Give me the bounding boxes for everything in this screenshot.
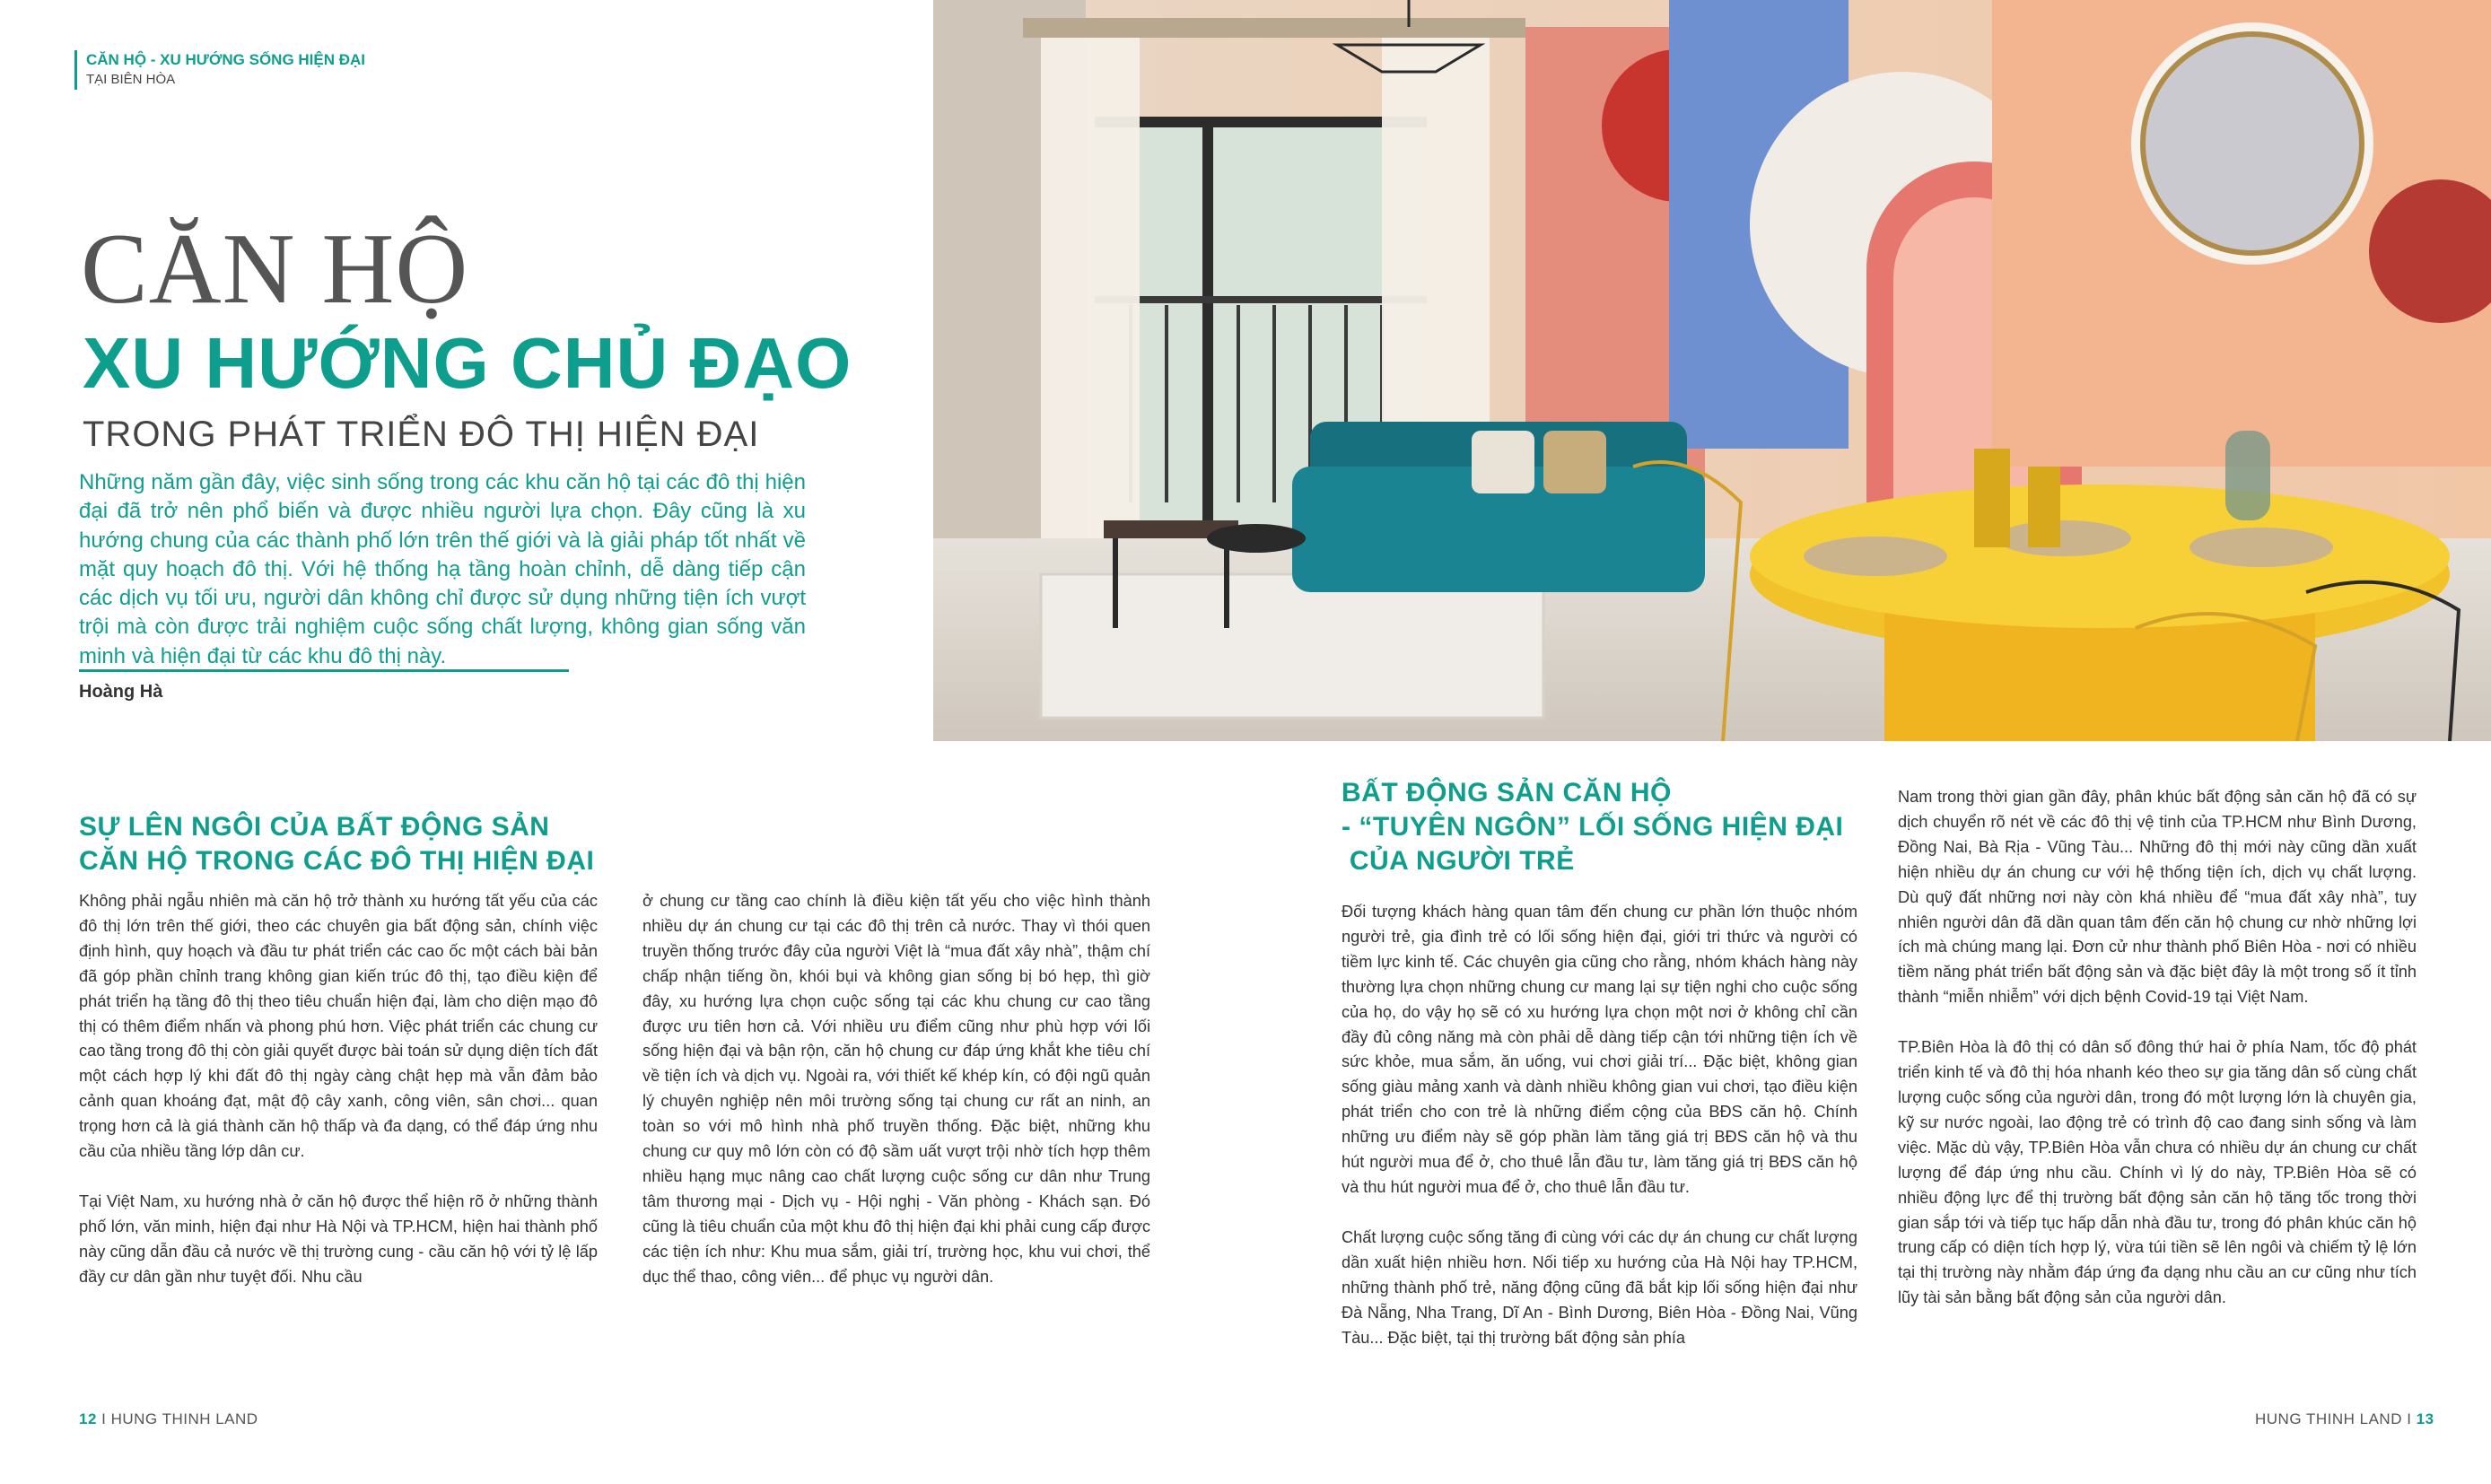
footer-brand-right: HUNG THINH LAND	[2255, 1410, 2402, 1427]
page-number-right: 13	[2416, 1410, 2434, 1427]
paragraph: Không phải ngẫu nhiên mà căn hộ trở thành xu hướng tất yếu của các đô thị lớn trên thế giới, theo các chuyên gia bất động sản, chính việc định hình, quy hoạch và đầu tư phát triển các cao ốc một cách bài bản đã góp phần chỉnh trang không gian kiến trúc đô thị, tạo điều kiện để phát triển hạ tầng đô thị theo tiêu chuẩn hiện đại, làm cho diện mạo đô thị có thêm điểm nhấn và phong phú hơn. Việc phát triển các chung cư cao tầng trong đô thị còn giải quyết được bài toán sử dụng diện tích đất một cách hợp lý khi đất đô thị ngày càng chật hẹp mà vẫn đảm bảo cảnh quan khoáng đạt, mật độ cây xanh, công viên, sân chơi... quan trọng hơn cả là giá thành căn hộ thấp và đa dạng, có thể đáp ứng nhu cầu của nhiều tầng lớp dân cư.	[79, 892, 598, 1161]
section-tag	[74, 50, 365, 90]
page-number-left: 12	[79, 1410, 97, 1427]
paragraph: TP.Biên Hòa là đô thị có dân số đông thứ hai ở phía Nam, tốc độ phát triển kinh tế và đô thị hóa nhanh kéo theo sự gia tăng dân số cùng chất lượng cuộc sống của người dân, trong đó một lượng lớn là chuyên gia, kỹ sư nước ngoài, lao động trẻ có trình độ cao đang sinh sống và làm việc. Mặc dù vậy, TP.Biên Hòa vẫn chưa có nhiều dự án chung cư chất lượng để đáp ứng nhu cầu. Chính vì lý do này, TP.Biên Hòa sẽ có nhiều động lực để thị trường bất động sản căn hộ tăng tốc trong thời gian sắp tới và tiếp tục hấp dẫn nhà đầu tư, trong đó phân khúc căn hộ trung cấp có diện tích hợp lý, vừa túi tiền sẽ lên ngôi và chiếm tỷ lệ lớn tại thị trường này nhằm đáp ứng đa dạng nhu cầu an cư cũng như tích lũy tài sản bằng bất động sản của người dân.	[1898, 1038, 2417, 1307]
article-column-1	[79, 889, 598, 1315]
footer-brand-left: HUNG THINH LAND	[110, 1410, 258, 1427]
section-heading-1-line2: CĂN HỘ TRONG CÁC ĐÔ THỊ HIỆN ĐẠI	[79, 846, 595, 876]
article-column-3	[1342, 900, 1857, 1375]
section-heading-1-line1: SỰ LÊN NGÔI CỦA BẤT ĐỘNG SẢN	[79, 812, 550, 842]
footer-right	[2255, 1410, 2434, 1428]
section-heading-2-line1: BẤT ĐỘNG SẢN CĂN HỘ	[1342, 778, 1672, 807]
section-heading-young-lifestyle	[1342, 776, 1843, 878]
paragraph: Chất lượng cuộc sống tăng đi cùng với các dự án chung cư chất lượng dần xuất hiện nhiều hơn. Nối tiếp xu hướng của Hà Nội hay TP.HCM, những thành phố trẻ, năng động cũng đã bắt kịp lối sống hiện đại như Đà Nẵng, Nha Trang, Dĩ An - Bình Dương, Biên Hòa - Đồng Nai, Vũng Tàu... Đặc biệt, tại thị trường bất động sản phía	[1342, 1227, 1857, 1347]
section-tag-line1: CĂN HỘ - XU HƯỚNG SỐNG HIỆN ĐẠI	[86, 51, 366, 68]
paragraph: Tại Việt Nam, xu hướng nhà ở căn hộ được thể hiện rõ ở những thành phố lớn, văn minh, hiện đại như Hà Nội và TP.HCM, hiện hai thành phố này cũng dẫn đầu cả nước về thị trường cung - cầu căn hộ với tỷ lệ lấp đầy cư dân gần như tuyệt đối. Nhu cầu	[79, 1192, 598, 1286]
footer-separator: I	[2401, 1410, 2417, 1427]
section-heading-rise-of-apartments	[79, 810, 594, 878]
section-heading-2-line2: - “TUYÊN NGÔN” LỐI SỐNG HIỆN ĐẠI	[1342, 812, 1844, 842]
footer-left	[79, 1410, 258, 1428]
section-heading-2-line3: CỦA NGƯỜI TRẺ	[1342, 846, 1575, 876]
title-line3: TRONG PHÁT TRIỂN ĐÔ THỊ HIỆN ĐẠI	[83, 415, 760, 454]
paragraph: ở chung cư tầng cao chính là điều kiện tất yếu cho việc hình thành nhiều dự án chung cư tại các đô thị trên cả nước. Thay vì thói quen truyền thống trước đây của người Việt là “mua đất xây nhà”, thậm chí chấp nhận tiếng ồn, khói bụi và không gian sống bị bó hẹp, thì giờ đây, xu hướng lựa chọn cuộc sống tại các khu chung cư cao tầng được ưu tiên hơn cả. Với nhiều ưu điểm cũng như phù hợp với lối sống hiện đại và bận rộn, căn hộ chung cư đáp ứng khắt khe tiêu chí về tiện ích và dịch vụ. Ngoài ra, với thiết kế khép kín, có đội ngũ quản lý chuyên nghiệp nên môi trường sống tại chung cư rất an ninh, an toàn so với mô hình nhà phố truyền thống. Đặc biệt, những khu chung cư quy mô lớn còn có độ sầm uất vượt trội nhờ tích hợp thêm nhiều hạng mục nâng cao chất lượng cuộc sống cư dân như Trung tâm thương mại - Dịch vụ - Hội nghị - Văn phòng - Khách sạn. Đó cũng là tiêu chuẩn của một khu đô thị hiện đại khi phải cung cấp được các tiện ích như: Khu mua sắm, giải trí, trường học, khu vui chơi, thể dục thể thao, công viên... để phục vụ người dân.	[642, 892, 1150, 1286]
lead-paragraph: Những năm gần đây, việc sinh sống trong các khu căn hộ tại các đô thị hiện đại đã trở nên phổ biến và được nhiều người lựa chọn. Đây cũng là xu hướng chung của các thành phố lớn trên thế giới và là giải pháp tốt nhất về mặt quy hoạch đô thị. Với hệ thống hạ tầng hoàn chỉnh, dễ dàng tiếp cận các dịch vụ tối ưu, người dân không chỉ được sử dụng những tiện ích vượt trội mà còn được trải nghiệm cuộc sống chất lượng, không gian sống văn minh và hiện đại từ các khu đô thị này.	[79, 470, 806, 668]
footer-separator: I	[96, 1410, 111, 1427]
hero-interior-photo	[933, 0, 2491, 741]
section-tag-line2: TẠI BIÊN HÒA	[86, 72, 176, 87]
title-line2: XU HƯỚNG CHỦ ĐẠO	[83, 323, 852, 403]
author-name: Hoàng Hà	[79, 682, 163, 702]
interior-illustration	[933, 0, 2491, 741]
lead-divider	[79, 669, 569, 672]
paragraph: Đối tượng khách hàng quan tâm đến chung cư phần lớn thuộc nhóm người trẻ, gia đình trẻ có lối sống hiện đại, giới tri thức và người có tiềm lực kinh tế. Các chuyên gia cũng cho rằng, nhóm khách hàng này thường lựa chọn những chung cư mang lại sự tiện nghi cho cuộc sống của họ, do vậy họ sẽ có xu hướng lựa chọn một nơi ở không chỉ cần đầy đủ công năng mà còn phải dễ dàng tiếp cận tới những tiện ích về sức khỏe, mua sắm, ăn uống, vui chơi giải trí... Đặc biệt, không gian sống giàu mảng xanh và dành nhiều không gian vui chơi, tạo điều kiện phát triển cho con trẻ là những điểm cộng của BĐS căn hộ. Chính những ưu điểm này sẽ góp phần làm tăng giá trị BĐS căn hộ và thu hút người mua để ở, cho thuê lẫn đầu tư, làm tăng giá trị BĐS căn hộ và thu hút người mua để ở, cho thuê lẫn đầu tư.	[1342, 903, 1857, 1196]
article-column-4	[1898, 785, 2417, 1336]
article-column-2	[642, 889, 1150, 1315]
paragraph: Nam trong thời gian gần đây, phân khúc bất động sản căn hộ đã có sự dịch chuyển rõ nét về các đô thị vệ tinh của TP.HCM như Bình Dương, Đồng Nai, Bà Rịa - Vũng Tàu... Những đô thị mới này cũng dần xuất hiện nhiều dự án chung cư với hệ thống tiện ích, dịch vụ chất lượng. Dù quỹ đất những nơi này còn khá nhiều để “mua đất xây nhà”, tuy nhiên người dân đã dần quan tâm đến căn hộ chung cư nhờ những lợi ích mà chúng mang lại. Đơn cử như thành phố Biên Hòa - nơi có nhiều tiềm năng phát triển bất động sản và đặc biệt đây là một trong số ít tỉnh thành “miễn nhiễm” với dịch bệnh Covid-19 tại Việt Nam.	[1898, 788, 2417, 1007]
title-line1: CĂN HỘ	[81, 214, 469, 325]
